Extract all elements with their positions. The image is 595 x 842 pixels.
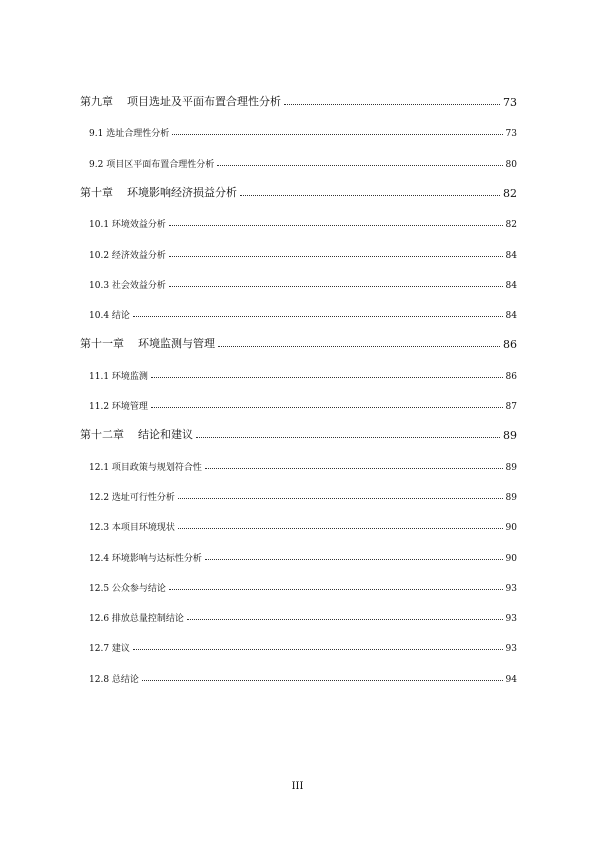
dot-leader bbox=[169, 588, 503, 590]
toc-title bbox=[89, 399, 148, 412]
toc-title bbox=[89, 520, 175, 533]
toc-section-entry[interactable] bbox=[0, 669, 595, 685]
toc-page-number: 87 bbox=[505, 402, 517, 412]
toc-row bbox=[89, 214, 517, 230]
toc-section-entry[interactable] bbox=[0, 123, 595, 139]
dot-leader bbox=[196, 436, 500, 438]
toc-title-text: 本项目环境现状 bbox=[111, 523, 175, 534]
toc-title bbox=[80, 426, 193, 442]
toc-page-number: 80 bbox=[505, 159, 517, 170]
toc-row bbox=[89, 548, 517, 564]
toc-page-number: 84 bbox=[505, 311, 517, 322]
toc-number: 第十二章 bbox=[80, 428, 124, 442]
toc-page-number: 82 bbox=[503, 186, 517, 200]
dot-leader bbox=[169, 255, 503, 257]
toc-row bbox=[89, 517, 517, 533]
toc-title bbox=[89, 217, 166, 230]
toc-title bbox=[89, 490, 175, 503]
toc-section-entry[interactable] bbox=[0, 366, 595, 382]
toc-title-text: 环境监测与管理 bbox=[138, 337, 215, 351]
toc-number: 12.1 bbox=[89, 462, 110, 473]
dot-leader bbox=[284, 103, 500, 105]
toc-title-text: 结论 bbox=[111, 311, 130, 322]
toc-title bbox=[89, 581, 166, 594]
toc-title-text: 选址合理性分析 bbox=[106, 129, 170, 140]
toc-title-text: 环境影响与达标性分析 bbox=[111, 553, 202, 564]
toc-row bbox=[89, 487, 517, 503]
dot-leader bbox=[133, 648, 503, 650]
toc-title-text: 环境效益分析 bbox=[111, 220, 166, 231]
toc-title-text: 经济效益分析 bbox=[111, 250, 166, 261]
toc-title bbox=[80, 93, 281, 109]
toc-title-text: 建议 bbox=[111, 644, 130, 655]
toc-row bbox=[89, 457, 517, 473]
toc-row bbox=[89, 396, 517, 412]
toc-title-text: 环境管理 bbox=[111, 402, 148, 412]
toc-number: 第十章 bbox=[80, 185, 113, 199]
dot-leader bbox=[178, 497, 503, 499]
toc-section-entry[interactable] bbox=[0, 457, 595, 473]
toc-number: 12.3 bbox=[89, 523, 110, 534]
toc-page-number: 84 bbox=[505, 280, 517, 291]
toc-section-entry[interactable] bbox=[0, 548, 595, 564]
toc-page-number: 93 bbox=[505, 644, 517, 655]
toc-chapter-entry[interactable] bbox=[0, 184, 595, 200]
toc-row bbox=[89, 123, 517, 139]
toc-page-number: 86 bbox=[505, 371, 517, 382]
page-number-footer: III bbox=[291, 781, 304, 792]
toc-title bbox=[89, 157, 214, 170]
dot-leader bbox=[205, 467, 503, 469]
toc-section-entry[interactable] bbox=[0, 638, 595, 654]
toc-number: 11.2 bbox=[89, 402, 110, 412]
toc-title bbox=[89, 308, 130, 321]
toc-number: 10.4 bbox=[89, 311, 110, 322]
toc-number: 12.7 bbox=[89, 644, 110, 655]
dot-leader bbox=[187, 618, 503, 620]
toc-title bbox=[89, 460, 202, 473]
toc-page-number: 90 bbox=[505, 553, 517, 564]
toc-row bbox=[80, 184, 517, 200]
toc-page-number: 93 bbox=[505, 583, 517, 594]
dot-leader bbox=[169, 285, 503, 287]
toc-title-text: 项目选址及平面布置合理性分析 bbox=[127, 95, 281, 108]
toc-row bbox=[89, 669, 517, 685]
dot-leader bbox=[205, 558, 503, 560]
dot-leader bbox=[142, 679, 503, 681]
toc-section-entry[interactable] bbox=[0, 608, 595, 624]
toc-number: 12.4 bbox=[89, 553, 110, 564]
toc-number: 第九章 bbox=[80, 95, 113, 108]
toc-title-text: 公众参与结论 bbox=[111, 583, 166, 594]
toc-row bbox=[89, 305, 517, 321]
toc-chapter-entry[interactable] bbox=[0, 426, 595, 442]
toc-section-entry[interactable] bbox=[0, 245, 595, 261]
toc-section-entry[interactable] bbox=[0, 517, 595, 533]
toc-row bbox=[89, 578, 517, 594]
toc-row bbox=[89, 366, 517, 382]
toc-title-text: 社会效益分析 bbox=[111, 280, 166, 291]
toc-section-entry[interactable] bbox=[0, 214, 595, 230]
toc-number: 9.1 bbox=[89, 129, 104, 140]
toc-row bbox=[89, 275, 517, 291]
toc-page-number: 86 bbox=[503, 338, 517, 352]
toc-title bbox=[89, 672, 139, 685]
dot-leader bbox=[133, 315, 503, 317]
toc-section-entry[interactable] bbox=[0, 578, 595, 594]
toc-number: 9.2 bbox=[89, 159, 104, 170]
toc-title bbox=[89, 278, 166, 291]
toc-section-entry[interactable] bbox=[0, 154, 595, 170]
toc-title bbox=[80, 335, 215, 351]
toc-number: 10.3 bbox=[89, 280, 110, 291]
toc-title bbox=[89, 611, 184, 624]
toc-title bbox=[89, 369, 148, 382]
toc-page-number: 84 bbox=[505, 250, 517, 261]
toc-page-number: 89 bbox=[505, 462, 517, 473]
toc-number: 第十一章 bbox=[80, 337, 124, 351]
dot-leader bbox=[151, 376, 503, 378]
toc-page-number: 82 bbox=[505, 220, 517, 231]
toc-row bbox=[80, 335, 517, 351]
toc-page-number: 94 bbox=[505, 674, 517, 685]
toc-title-text: 项目政策与规划符合性 bbox=[111, 462, 202, 473]
dot-leader bbox=[169, 224, 503, 226]
toc-row bbox=[89, 608, 517, 624]
toc-row bbox=[89, 245, 517, 261]
dot-leader bbox=[178, 527, 503, 529]
dot-leader bbox=[217, 164, 502, 166]
toc-number: 12.2 bbox=[89, 492, 110, 503]
toc-page-number: 73 bbox=[505, 129, 517, 140]
toc-chapter-entry[interactable] bbox=[0, 93, 595, 109]
toc-number: 10.1 bbox=[89, 220, 110, 231]
toc-number: 12.5 bbox=[89, 583, 110, 594]
toc-number: 10.2 bbox=[89, 250, 110, 261]
toc-title-text: 总结论 bbox=[111, 674, 139, 685]
toc-page-number: 89 bbox=[505, 492, 517, 503]
dot-leader bbox=[218, 345, 500, 347]
toc-page-number: 90 bbox=[505, 523, 517, 534]
toc-title-text: 结论和建议 bbox=[138, 428, 193, 442]
toc-title bbox=[89, 248, 166, 261]
toc-page-number: 73 bbox=[503, 96, 517, 109]
toc-chapter-entry[interactable] bbox=[0, 335, 595, 351]
toc-title-text: 环境影响经济损益分析 bbox=[127, 185, 237, 199]
dot-leader bbox=[172, 133, 502, 135]
toc-title bbox=[89, 551, 202, 564]
toc-title bbox=[80, 184, 237, 200]
toc-title-text: 排放总量控制结论 bbox=[111, 614, 184, 625]
toc-row bbox=[89, 638, 517, 654]
toc-title bbox=[89, 126, 169, 139]
toc-row bbox=[89, 154, 517, 170]
toc-section-entry[interactable] bbox=[0, 396, 595, 412]
toc-section-entry[interactable] bbox=[0, 487, 595, 503]
toc-page-number: 93 bbox=[505, 614, 517, 625]
toc-row bbox=[80, 93, 517, 109]
dot-leader bbox=[151, 406, 503, 408]
toc-title-text: 环境监测 bbox=[111, 371, 148, 382]
toc-number: 11.1 bbox=[89, 371, 110, 382]
toc-title-text: 选址可行性分析 bbox=[111, 492, 175, 503]
dot-leader bbox=[240, 194, 500, 196]
toc-title bbox=[89, 641, 130, 654]
toc-row bbox=[80, 426, 517, 442]
toc-title-text: 项目区平面布置合理性分析 bbox=[106, 159, 215, 170]
toc-section-entry[interactable] bbox=[0, 305, 595, 321]
toc-page-number: 89 bbox=[503, 429, 517, 443]
toc-section-entry[interactable] bbox=[0, 275, 595, 291]
toc-number: 12.6 bbox=[89, 614, 110, 625]
toc-number: 12.8 bbox=[89, 674, 110, 685]
